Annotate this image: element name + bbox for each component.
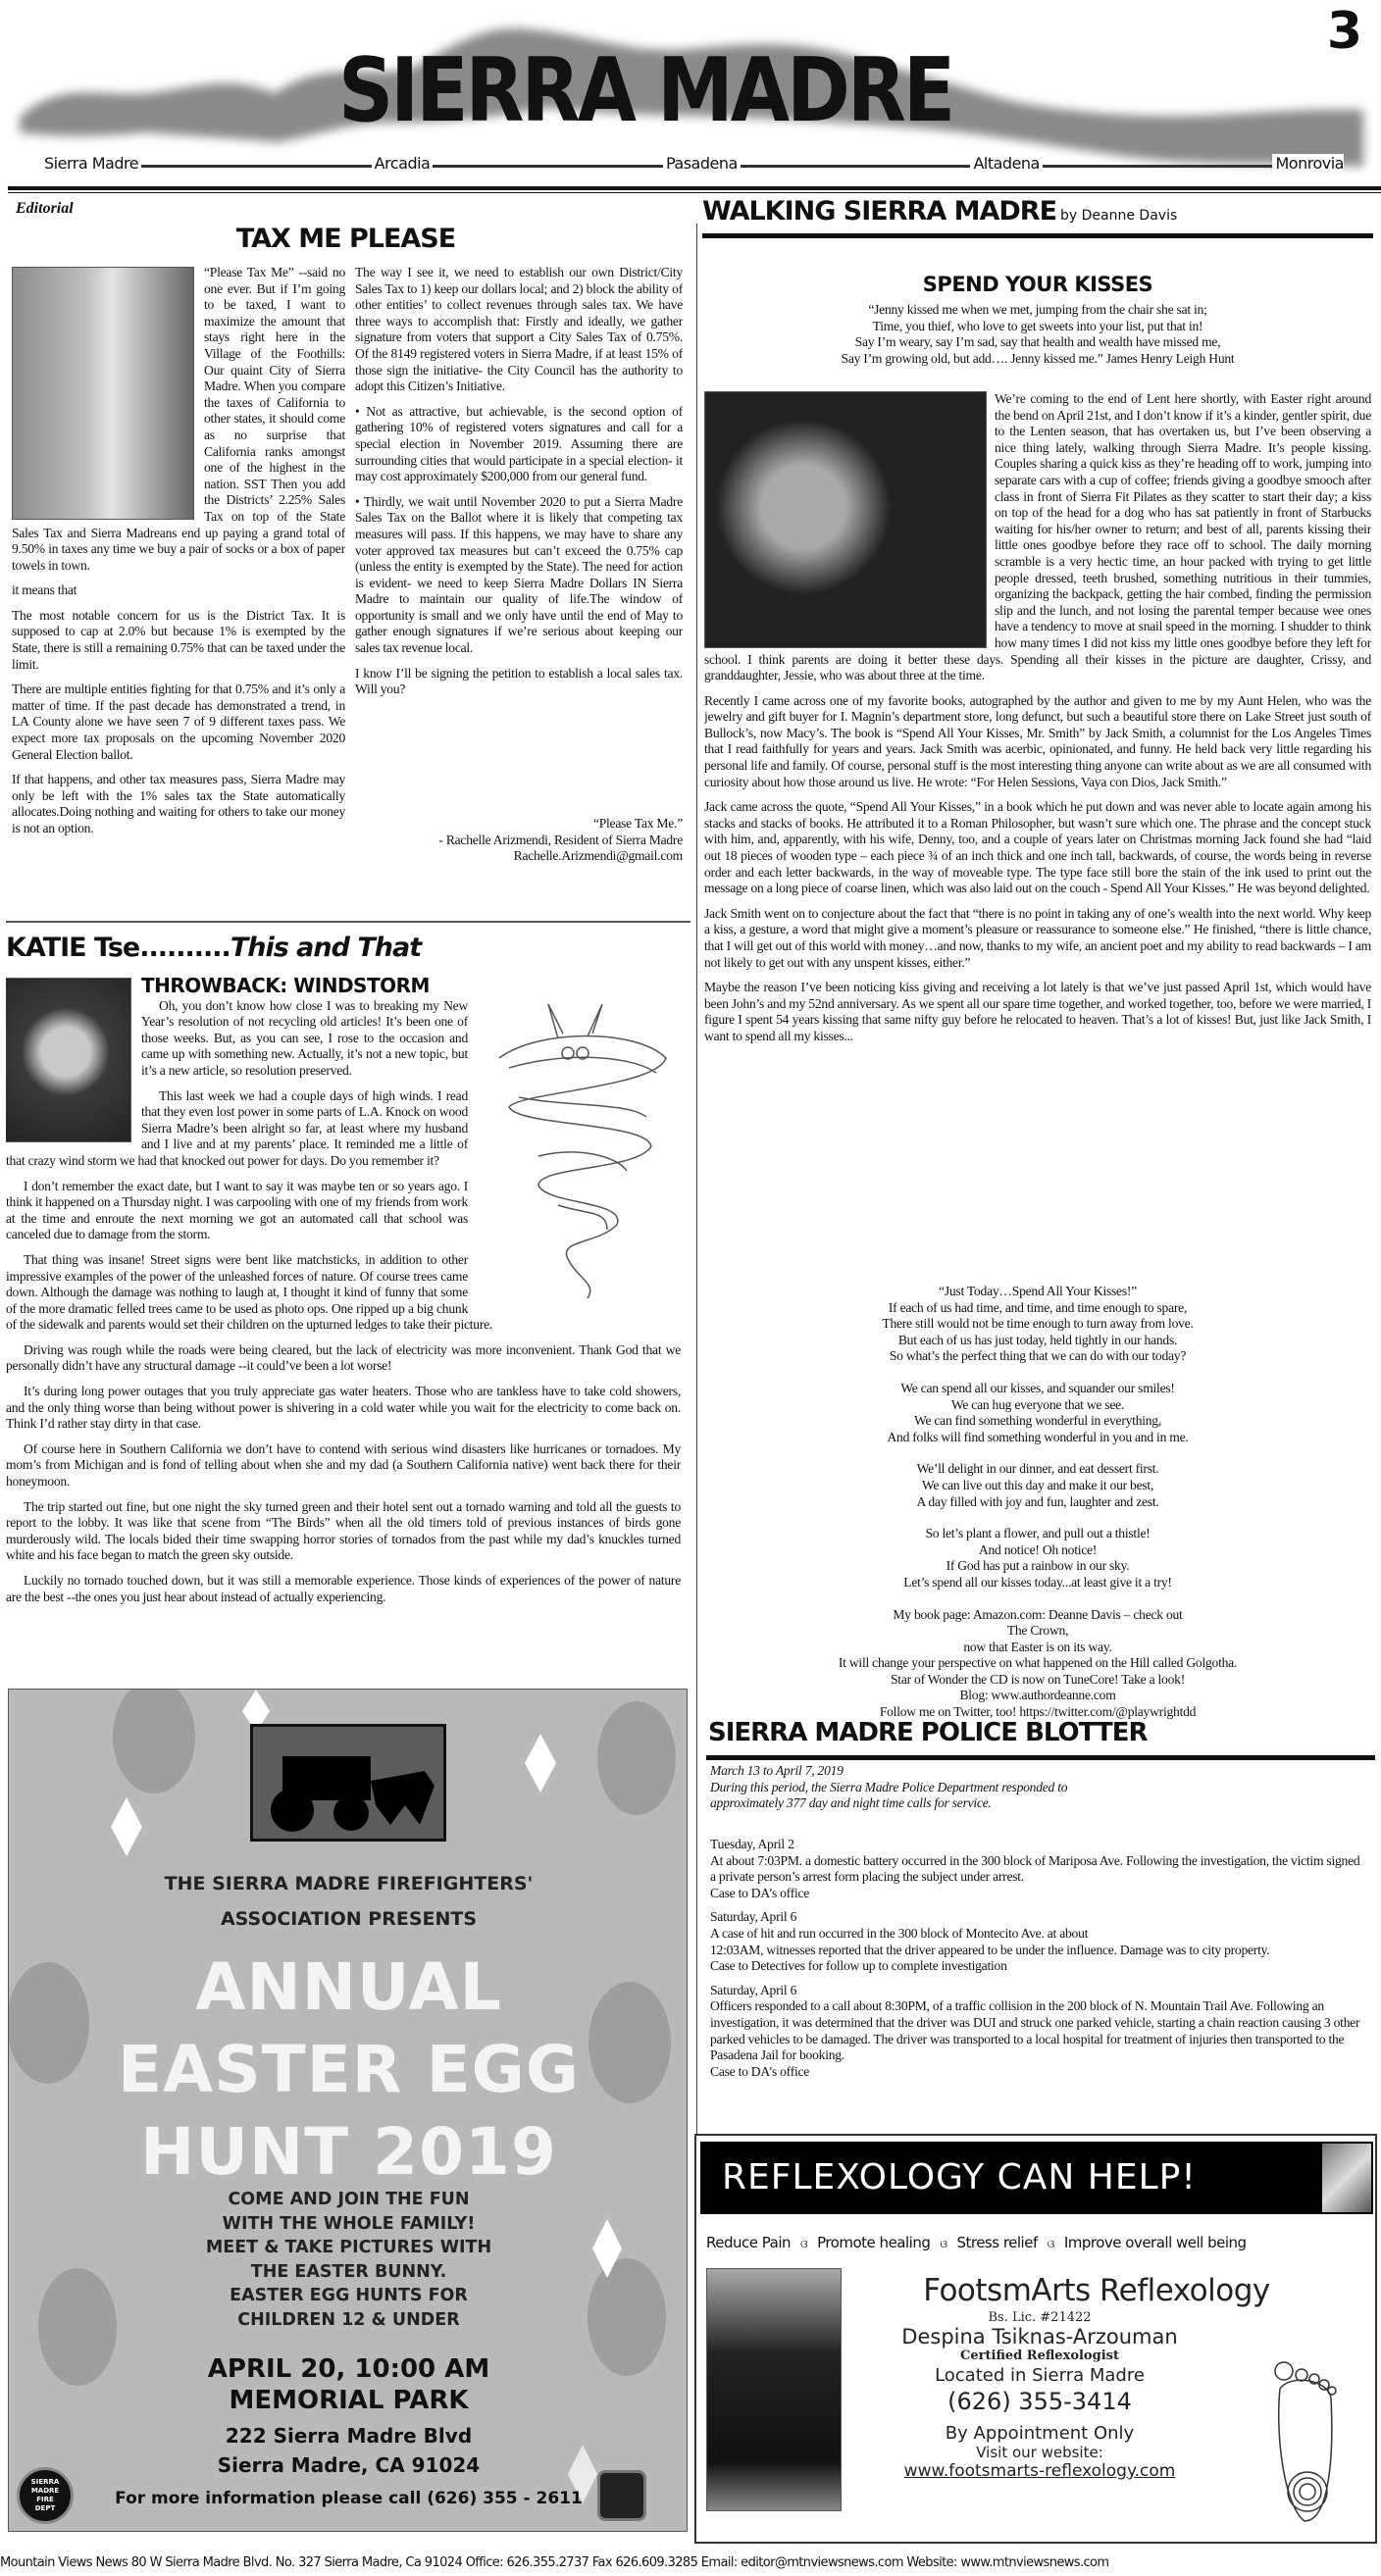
title-line: ANNUAL: [195, 1949, 502, 2025]
police-blotter-section: [704, 1706, 1375, 2128]
event-title: [9, 1946, 688, 2194]
business-info: [844, 2273, 1270, 2481]
license: Bs. Lic. #21422: [988, 2310, 1092, 2325]
blotter-entry: [710, 1837, 1365, 1901]
walking-body: [704, 391, 1371, 1288]
poem-line: We can spend all our kisses, and squander our smiles!: [900, 1380, 1175, 1395]
benefit-item: Stress relief: [956, 2234, 1038, 2251]
poem-line: And notice! Oh notice!: [978, 1541, 1098, 1557]
poem-line: We’ll delight in our dinner, and eat dessert first.: [916, 1461, 1159, 1477]
signoff-line: “Please Tax Me.”: [592, 816, 683, 831]
section-label: Editorial: [16, 200, 74, 217]
poem-line: A day filled with joy and fun, laughter and zest.: [916, 1493, 1159, 1509]
paragraph: It’s during long power outages that you truly appreciate gas water heaters. Those who are tankless have to take cold showers, and the only thing worse than being without power is shivering in a cold water while you wait for the electricity to come back on. Think I’d rather stay dirty in that case.: [6, 1384, 681, 1432]
blotter-title: SIERRA MADRE POLICE BLOTTER: [708, 1718, 1148, 1747]
easter-egg-hunt-ad: [8, 1689, 688, 2532]
author-photo: [12, 267, 194, 520]
kiss-photo: [704, 391, 987, 648]
byline: by Deanne Davis: [1060, 208, 1178, 224]
website-link[interactable]: www.footsmarts-reflexology.com: [903, 2461, 1176, 2481]
intro-line: During this period, the Sierra Madre Police Department responded to: [710, 1779, 1068, 1794]
editorial-col1: [12, 265, 345, 922]
paragraph: • Thirdly, we wait until November 2020 to put a Sierra Madre Sales Tax on the Ballot where it is likely that competing tax measures will pass. If this happens, we may have to share any voter approved tax measures but can’t exceed the 0.75% cap (unless the entity is exempted by the State). The need for action is evident- we need to keep Sierra Madre Dollars IN Sierra Madre to maintain our quality of life.The window of opportunity is small and we only have until the end of May to gather enough signatures if we’re serious about keeping our sales tax revenue local.: [355, 493, 683, 656]
column-header: [702, 196, 1177, 227]
paragraph: If that happens, and other tax measures pass, Sierra Madre may only be left with the 1% sales tax the State automatically allocates.Doing nothing and waiting for others to take our money is not an option.: [12, 772, 345, 835]
detail-line: CHILDREN 12 & UNDER: [237, 2309, 460, 2330]
blotter-entry: [710, 1909, 1365, 1974]
badge-text: SIERRA MADRE FIRE DEPT: [30, 2478, 60, 2512]
benefit-item: Promote healing: [817, 2234, 931, 2251]
editorial-signoff: [355, 816, 683, 865]
city-label: Sierra Madre: [44, 154, 141, 173]
city-list: [44, 154, 1344, 173]
city-label: Pasadena: [663, 154, 741, 173]
entry-line: 12:03AM, witnesses reported that the driver appeared to be under the influence. Damage was to city property.: [710, 1942, 1270, 1957]
date-range: March 13 to April 7, 2019: [710, 1763, 844, 1778]
poem-stanza: [702, 1381, 1373, 1445]
column-name: This and That: [230, 933, 422, 963]
poem-line: We can hug everyone that we see.: [950, 1396, 1125, 1412]
fire-engine-logo: [250, 1724, 446, 1842]
title-line: HUNT 2019: [140, 2114, 557, 2190]
masthead: [0, 0, 1381, 196]
editorial-section: [0, 196, 691, 922]
entry-line: Case to Detectives for follow up to complete investigation: [710, 1958, 1007, 1974]
poem-line: So what’s the perfect thing that we can do with our today?: [889, 1348, 1187, 1364]
address-line: 222 Sierra Madre Blvd: [225, 2424, 473, 2448]
paragraph: Maybe the reason I’ve been noticing kiss giving and receiving a lot lately is that we’ve just passed April 1st, which would have been John’s and my 52nd anniversary. As we spent all our spare time together, and worked together, too, before we were married, I figure I spent 54 years kissing that same nifty guy before he relocated to heaven. That’s a lot of kisses! But, just like Jack Smith, I want to spend all my kisses...: [704, 980, 1371, 1043]
paragraph: I know I’ll be signing the petition to establish a local sales tax. Will you?: [355, 665, 683, 697]
city-label: Monrovia: [1272, 154, 1343, 173]
column-title: WALKING SIERRA MADRE: [702, 196, 1057, 227]
entry-line: Officers responded to a call about 8:30PM, of a traffic collision in the 200 block of N. Mountain Trail Ave. Following an investigation, it was determined that the driver was DUI and struck one parked vehicle, starting a chain reaction causing 3 other parked vehicles to be damaged. The driver was transported to a local hospital for treatment of injuries then transported to the Pasadena Jail for booking.: [710, 1998, 1360, 2063]
intro-line: approximately 377 day and night time calls for service.: [710, 1795, 992, 1811]
paragraph: Oh, you don’t know how close I was to breaking my New Year’s resolution of not recycling old articles! It’s been one of those weeks. But, as you can see, I rose to the occasion and came up with something new. Actually, it’s not a new topic, but it’s a new article, so resolution preserved.: [141, 997, 468, 1078]
poem-line: Follow me on Twitter, too! https://twitter.com/@playwrightdd: [879, 1704, 1197, 1720]
phone[interactable]: (626) 355-3414: [947, 2388, 1132, 2415]
epigraph: [702, 302, 1373, 367]
entry-date: Saturday, April 6: [710, 1909, 797, 1925]
signoff-email[interactable]: Rachelle.Arizmendi@gmail.com: [513, 848, 683, 864]
contact-info: For more information please call (626) 355 - 2611: [115, 2489, 583, 2508]
walking-section: [702, 194, 1373, 1720]
presenter-line: THE SIERRA MADRE FIREFIGHTERS': [164, 1873, 534, 1894]
article-title: TAX ME PLEASE: [235, 224, 456, 254]
paragraph: Recently I came across one of my favorite books, autographed by the author and given to me by my Aunt Helen, who was the jewelry and gift buyer for I. Magnin’s department store, long defunct, but such a beautiful store there on Lake Street just south of Bullock’s, now Macy’s. The book is “Spend All Your Kisses, Mr. Smith” by Jack Smith, a columnist for the Los Angeles Times that I read faithfully for years and years. Jack Smith was acerbic, opinionated, and funny. He held back very little regarding his personal life and family. Of course, personal stuff is the most interesting thing anyone can write about as we are all consumed with curiosity about how those around us live. He wrote: “For Helen Sessions, Vaya con Dios, Jack Smith.”: [704, 692, 1371, 789]
epigraph-line: Say I’m growing old, but add…. Jenny kissed me.” James Henry Leigh Hunt: [841, 350, 1235, 366]
katie-body: [6, 978, 681, 1654]
editorial-col2: [355, 265, 683, 853]
columnist-name: KATIE Tse..........: [6, 933, 230, 963]
page-number: 3: [1326, 2, 1361, 61]
paragraph: it means that: [12, 582, 77, 598]
entry-date: Saturday, April 6: [710, 1982, 797, 1997]
footer-text: Mountain Views News 80 W Sierra Madre Blvd. No. 327 Sierra Madre, Ca 91024 Office: 626.355.2737 Fax 626.609.3285 Email: editor@mtnviewsnews.com Website: www.mtnviewsnews.com: [0, 2555, 1109, 2570]
presenter-text: [9, 1866, 688, 1937]
epigraph-line: “Jenny kissed me when we met, jumping from the chair she sat in;: [868, 302, 1207, 317]
masthead-title: SIERRA MADRE: [338, 40, 953, 142]
poem-line: now that Easter is on its way.: [963, 1639, 1112, 1654]
poem-stanza: [702, 1607, 1373, 1721]
poem-line: Star of Wonder the CD is now on TuneCore! Take a look!: [891, 1671, 1185, 1687]
poem-line: Blog: www.authordeanne.com: [959, 1688, 1116, 1703]
poem: [702, 1284, 1373, 1737]
masthead-rule: [8, 186, 1381, 190]
reflexology-ad: [694, 2134, 1377, 2544]
header-rule: [702, 233, 1373, 238]
entry-line: A case of hit and run occurred in the 300 block of Montecito Ave. at about: [710, 1925, 1089, 1941]
blotter-entry: [710, 1983, 1365, 2081]
detail-line: WITH THE WHOLE FAMILY!: [222, 2213, 476, 2234]
paragraph: Luckily no tornado touched down, but it was still a memorable experience. Those kinds of experiences of the power of nature are the best --the ones you just hear about instead of actually experiencing.: [6, 1573, 681, 1604]
poem-line: But each of us has just today, held tightly in our hands.: [897, 1332, 1178, 1347]
entry-line: At about 7:03PM. a domestic battery occurred in the 300 block of Mariposa Ave. Following the investigation, the victim signed a private person’s arrest form placing the subject under arrest.: [710, 1852, 1360, 1885]
detail-line: EASTER EGG HUNTS FOR: [230, 2286, 468, 2305]
paragraph: • Not as attractive, but achievable, is the second option of gathering 10% of registered voters signatures and call for a special election in November 2019. Assuming there are surrounding cities that would participate in a special election- it may cost approximately $200,000 from our general fund.: [355, 403, 683, 484]
masthead-rule-thin: [8, 192, 1381, 193]
poem-line: If God has put a rainbow in our sky.: [946, 1558, 1130, 1574]
paragraph: “Please Tax Me” --said no one ever. But if I’m going to be taxed, I want to maximize the amount that stays right here in the Village of the Foothills: Our quaint City of Sierra Madre. When you compare the taxes of California to other states, it should come as no surprise that California ranks amongst one of the highest in the nation. SST Then you add the Districts’ 2.25% Sales Tax on top of the State Sales Tax and Sierra Madreans end up paying a grand total of 9.50% in taxes any time we buy a pair of socks or a box of paper towels in town.: [12, 265, 345, 573]
footer: [0, 2555, 1381, 2570]
separator-icon: ଓ: [1047, 2238, 1054, 2250]
tornado-illustration: [480, 999, 681, 1303]
reflexologist-photo: [706, 2268, 842, 2511]
event-address: [9, 2421, 688, 2480]
website-label: Visit our website:: [976, 2444, 1103, 2461]
paragraph: That thing was insane! Street signs were bent like matchsticks, in addition to other impressive examples of the power of the unleashed forces of nature. Of course trees came down. Although the damage was nothing to laugh at, I thought it kind of funny that some of the more dramatic felled trees came to be used as photo ops. One ripped up a big chunk of the sidewalk and parents would set their children on the upturned ledges to take their picture.: [6, 1251, 493, 1333]
address-line: Sierra Madre, CA 91024: [217, 2453, 481, 2477]
header-rule: [706, 1755, 1375, 1760]
paragraph: There are multiple entities fighting for that 0.75% and it’s only a matter of time. If the past decade has demonstrated a trend, in LA County alone we have seen 7 of 9 different taxes pass. We expect more tax proposals on the upcoming November 2020 General Election ballot.: [12, 682, 345, 762]
entry-line: Case to DA’s office: [710, 2063, 810, 2079]
separator-icon: ଓ: [800, 2238, 808, 2250]
section-divider: [6, 921, 690, 923]
paragraph: I don’t remember the exact date, but I want to say it was maybe ten or so years ago. I think it happened on a Thursday night. I was carpooling with one of my friends from work at the time and enroute the next morning we got an automated call that school was canceled due to damage from the storm.: [6, 1178, 468, 1242]
column-header: [6, 933, 421, 963]
hands-photo: [1322, 2144, 1371, 2212]
epigraph-line: Say I’m weary, say I’m sad, say that health and wealth have missed me,: [854, 334, 1221, 350]
paragraph: Jack came across the quote, “Spend All Your Kisses,” in a book which he put down and was never able to locate again among his stacks and stacks of books. He attributed it to a Roman Philosopher, but wasn’t sure which one. The phrase and the concept stuck with him, and, apparently, with his wife, Denny, too, and a couple of years later on Christmas morning Jack found she had “laid out 18 pieces of wooden type – each piece ¾ of an inch thick and one inch tall, backwards, of course, the words being in reverse order and each letter backwards, in the way of moveable type. The type face still bore the stain of the ink used to print out the message on a long piece of coarse linen, which was also laid out on the couch - Spend All Your Kisses.” He was beyond delighted.: [704, 799, 1371, 896]
poem-line: It will change your perspective on what happened on the Hill called Golgotha.: [838, 1655, 1238, 1671]
detail-line: THE EASTER BUNNY.: [250, 2261, 447, 2282]
title-line: EASTER EGG: [117, 2032, 581, 2107]
entry-line: Case to DA’s office: [710, 1885, 810, 1900]
poem-line: My book page: Amazon.com: Deanne Davis – check out: [893, 1606, 1183, 1622]
poem-line: And folks will find something wonderful in you and in me.: [887, 1429, 1189, 1444]
poem-line: We can live out this day and make it our best,: [921, 1477, 1154, 1492]
ad-banner: [700, 2142, 1373, 2214]
poem-line: Let’s spend all our kisses today...at least give it a try!: [903, 1574, 1172, 1590]
paragraph: The most notable concern for us is the District Tax. It is supposed to cap at 2.0% but because 1% is exempted by the State, there is still a remaining 0.75% that can be taxed under the limit.: [12, 607, 345, 672]
poem-line: If each of us had time, and time, and time enough to spare,: [888, 1299, 1188, 1315]
credential: Certified Reflexologist: [960, 2349, 1119, 2363]
event-date: APRIL 20, 10:00 AM: [207, 2354, 490, 2384]
paragraph: The way I see it, we need to establish our own District/City Sales Tax to 1) keep our dollars local; and 2) block the ability of other entities’ to collect revenues through sales tax. We have three ways to accomplish that: Firstly and ideally, we gather signature from voters that support a City Sales Tax of 0.75%. Of the 8149 registered voters in Sierra Madre, if at least 15% of those sign the initiative- the City Council has the authority to adopt this Citizen’s Initiative.: [355, 265, 683, 394]
business-name: FootsmArts Reflexology: [923, 2273, 1270, 2308]
paragraph: We’re coming to the end of Lent here shortly, with Easter right around the bend on April 21st, and I don’t know if it’s a kinder, gentler spirit, due to the Lenten season, that has overtaken us, but I’ve been observing a nice thing lately, walking through Sierra Madre. It’s people kissing. Couples sharing a quick kiss as they’re heading off to work, jumping into separate cars with a cup of coffee; friends giving a goodbye smooch after class in front of Sierra Fit Pilates as they scatter to start their day; a kiss on top of the head for a dog who has sat patiently in front of Starbucks waiting for his/her owner to return; and best of all, parents kissing their little ones goodbye before they race off to school. The daily morning scramble is a very hectic time, an hour packed with trying to get little people dressed, teeth brushed, something nutritious in their tummies, organizing the backpack, getting the hair combed, finding the permission slip and the lunch, and not losing the parental temper because wee ones have a tendency to move at snail speed in the morning. I shudder to think how many times I did not kiss my little ones goodbye before they left for school. I think parents are doing it better these days. Spending all their kisses in the picture are daughter, Crissy, and granddaughter, Jessie, who was about three at the time.: [704, 391, 1371, 683]
appointment: By Appointment Only: [945, 2423, 1135, 2444]
poem-line: “Just Today…Spend All Your Kisses!”: [939, 1284, 1137, 1298]
foot-icon: [1270, 2359, 1339, 2526]
paragraph: Of course here in Southern California we don’t have to contend with serious wind disasters like hurricanes or tornadoes. My mom’s from Michigan and is fond of telling about when she and my dad (a Southern California native) went back there for their honeymoon.: [6, 1440, 681, 1490]
benefits-list: [706, 2234, 1369, 2251]
katie-section: [0, 927, 691, 1652]
benefit-item: Improve overall well being: [1063, 2234, 1247, 2251]
banner-text: REFLEXOLOGY CAN HELP!: [722, 2157, 1197, 2197]
poem-line: We can find something wonderful in everything,: [913, 1413, 1162, 1429]
location: Located in Sierra Madre: [935, 2365, 1145, 2386]
blotter-intro: [710, 1763, 1367, 1812]
poem-line: So let’s plant a flower, and pull out a thistle!: [925, 1526, 1151, 1541]
city-label: Altadena: [970, 154, 1042, 173]
entry-date: Tuesday, April 2: [710, 1837, 794, 1851]
signoff-author: - Rachelle Arizmendi, Resident of Sierra Madre: [438, 832, 683, 847]
benefit-item: Reduce Pain: [706, 2234, 791, 2251]
epigraph-line: Time, you thief, who love to get sweets into your list, put that in!: [872, 318, 1203, 333]
detail-line: COME AND JOIN THE FUN: [228, 2190, 470, 2209]
poem-line: The Crown,: [1006, 1623, 1069, 1639]
poem-stanza: [702, 1461, 1373, 1510]
presenter-line: ASSOCIATION PRESENTS: [220, 1908, 478, 1930]
event-venue: MEMORIAL PARK: [229, 2386, 469, 2415]
horse-carriage-icon: [253, 1727, 443, 1839]
paragraph: This last week we had a couple days of high winds. I read that they even lost power in some parts of L.A. Knock on wood Sierra Madre’s been alright so far, at least where my husband and I live and at my parents’ place. It reminded me a little of that crazy wind storm we had that knocked out power for days. Do you remember it?: [6, 1087, 468, 1168]
poem-line: There still would not be time enough to turn away from love.: [882, 1316, 1194, 1332]
article-title: THROWBACK: WINDSTORM: [141, 978, 430, 997]
article-title: SPEND YOUR KISSES: [922, 273, 1153, 296]
practitioner-name: Despina Tsiknas-Arzouman: [901, 2325, 1178, 2349]
separator-icon: ଓ: [940, 2238, 947, 2250]
paragraph: The trip started out fine, but one night the sky turned green and their hotel sent out a tornado warning and told all the guests to report to the lobby. It was like that scene from “The Birds” when all the old timers told of previous instances of birds gone murderously wild. The locals bided their time swapping horror stories of tornados from the past while my dad’s knuckles turned white and his face began to match the green sky outside.: [6, 1498, 681, 1563]
poem-stanza: [702, 1284, 1373, 1365]
event-details: [9, 2188, 688, 2332]
paragraph: Driving was rough while the roads were being cleared, but the lack of electricity was more inconvenient. Thank God that we personally didn’t have any structural damage --it could’ve been a lot worse!: [6, 1341, 681, 1374]
columnist-photo: [6, 978, 131, 1142]
paragraph: Jack Smith went on to conjecture about the fact that “there is no point in taking any of one’s wealth into the next world. Why keep a kiss, a gesture, a word that might give a moment’s pleasure or reassurance to someone else.” He finished, “there is little chance, that I will get out of this world with money…and now, thanks to my wife, an ancient poet and my ability to read backwards – I am not likely to get out with any unspent kisses, either.”: [704, 905, 1371, 970]
poem-stanza: [702, 1526, 1373, 1591]
detail-line: MEET & TAKE PICTURES WITH: [205, 2238, 492, 2257]
city-label: Arcadia: [372, 154, 434, 173]
blotter-entries: [710, 1837, 1365, 2088]
